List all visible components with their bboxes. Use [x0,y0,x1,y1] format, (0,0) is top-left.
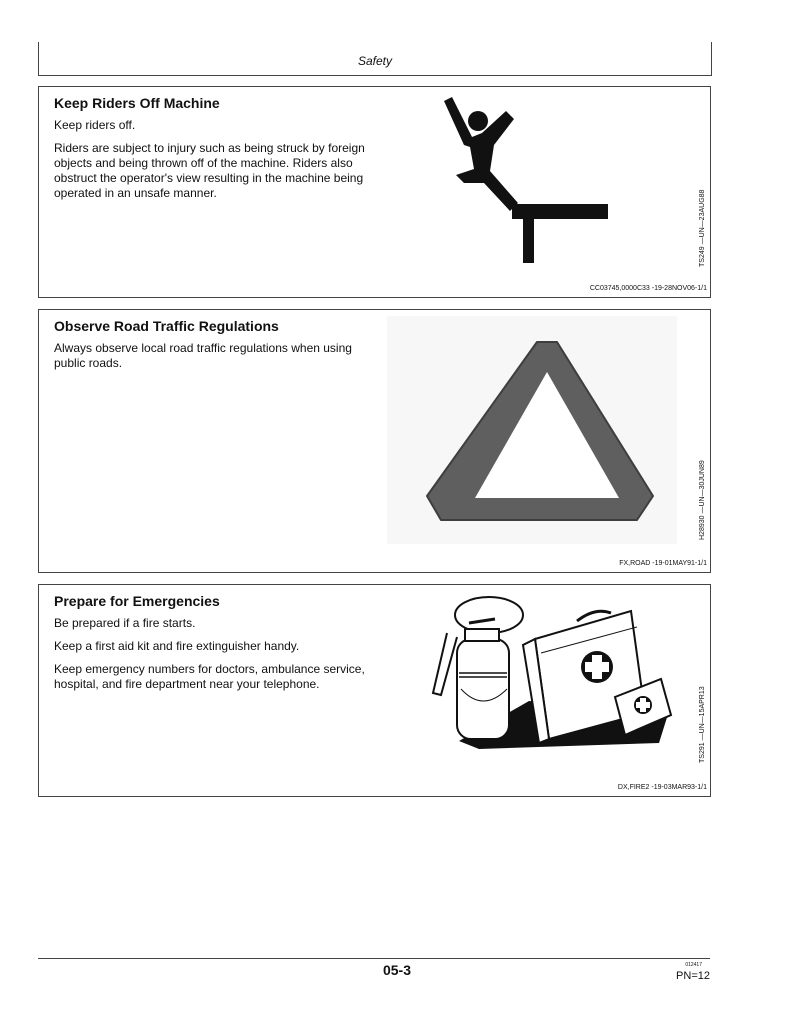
section-road-traffic [38,309,711,573]
paragraph: Always observe local road traffic regulations when using public roads. [54,341,352,370]
paragraph: Keep emergency numbers for doctors, ambulance service, hospital, and fire department near your telephone. [54,662,365,691]
paragraph: Be prepared if a fire starts. [54,616,196,630]
rider-falling-icon [434,91,614,267]
section-body [54,616,384,700]
footer-page-id: PN=12 [676,970,710,982]
section-prepare-emergencies [38,584,711,797]
section-title: Prepare for Emergencies [54,593,220,609]
footer-divider [38,958,710,959]
image-code: H28930 —UN—30JUN89 [699,460,706,540]
image-code: TS291 —UN—15APR13 [699,686,706,763]
section-keep-riders-off [38,86,711,298]
section-body [54,118,384,209]
paragraph: Keep riders off. [54,118,136,132]
paragraph: Riders are subject to injury such as being struck by foreign objects and being thrown off of the machine. Riders also obstruct the operator's view resulting in the machine being operated in an unsafe manner. [54,141,365,200]
reference-code: FX,ROAD -19-01MAY91-1/1 [619,560,707,567]
reference-code: DX,FIRE2 -19-03MAR93-1/1 [617,784,707,791]
page-header-title: Safety [357,54,393,68]
page-number: 05-3 [382,962,412,978]
reference-code: CC03745,0000C33 -19-28NOV06-1/1 [589,285,707,292]
section-title: Observe Road Traffic Regulations [54,318,279,334]
fire-extinguisher-first-aid-kit-icon [399,593,674,753]
slow-moving-vehicle-emblem [387,316,677,544]
image-code: TS249 —UN—23AUG88 [699,189,706,267]
footer-date: 012417 [685,962,702,968]
header-frame [38,42,712,76]
section-title: Keep Riders Off Machine [54,95,220,111]
paragraph: Keep a first aid kit and fire extinguisher handy. [54,639,300,653]
section-body [54,341,384,379]
